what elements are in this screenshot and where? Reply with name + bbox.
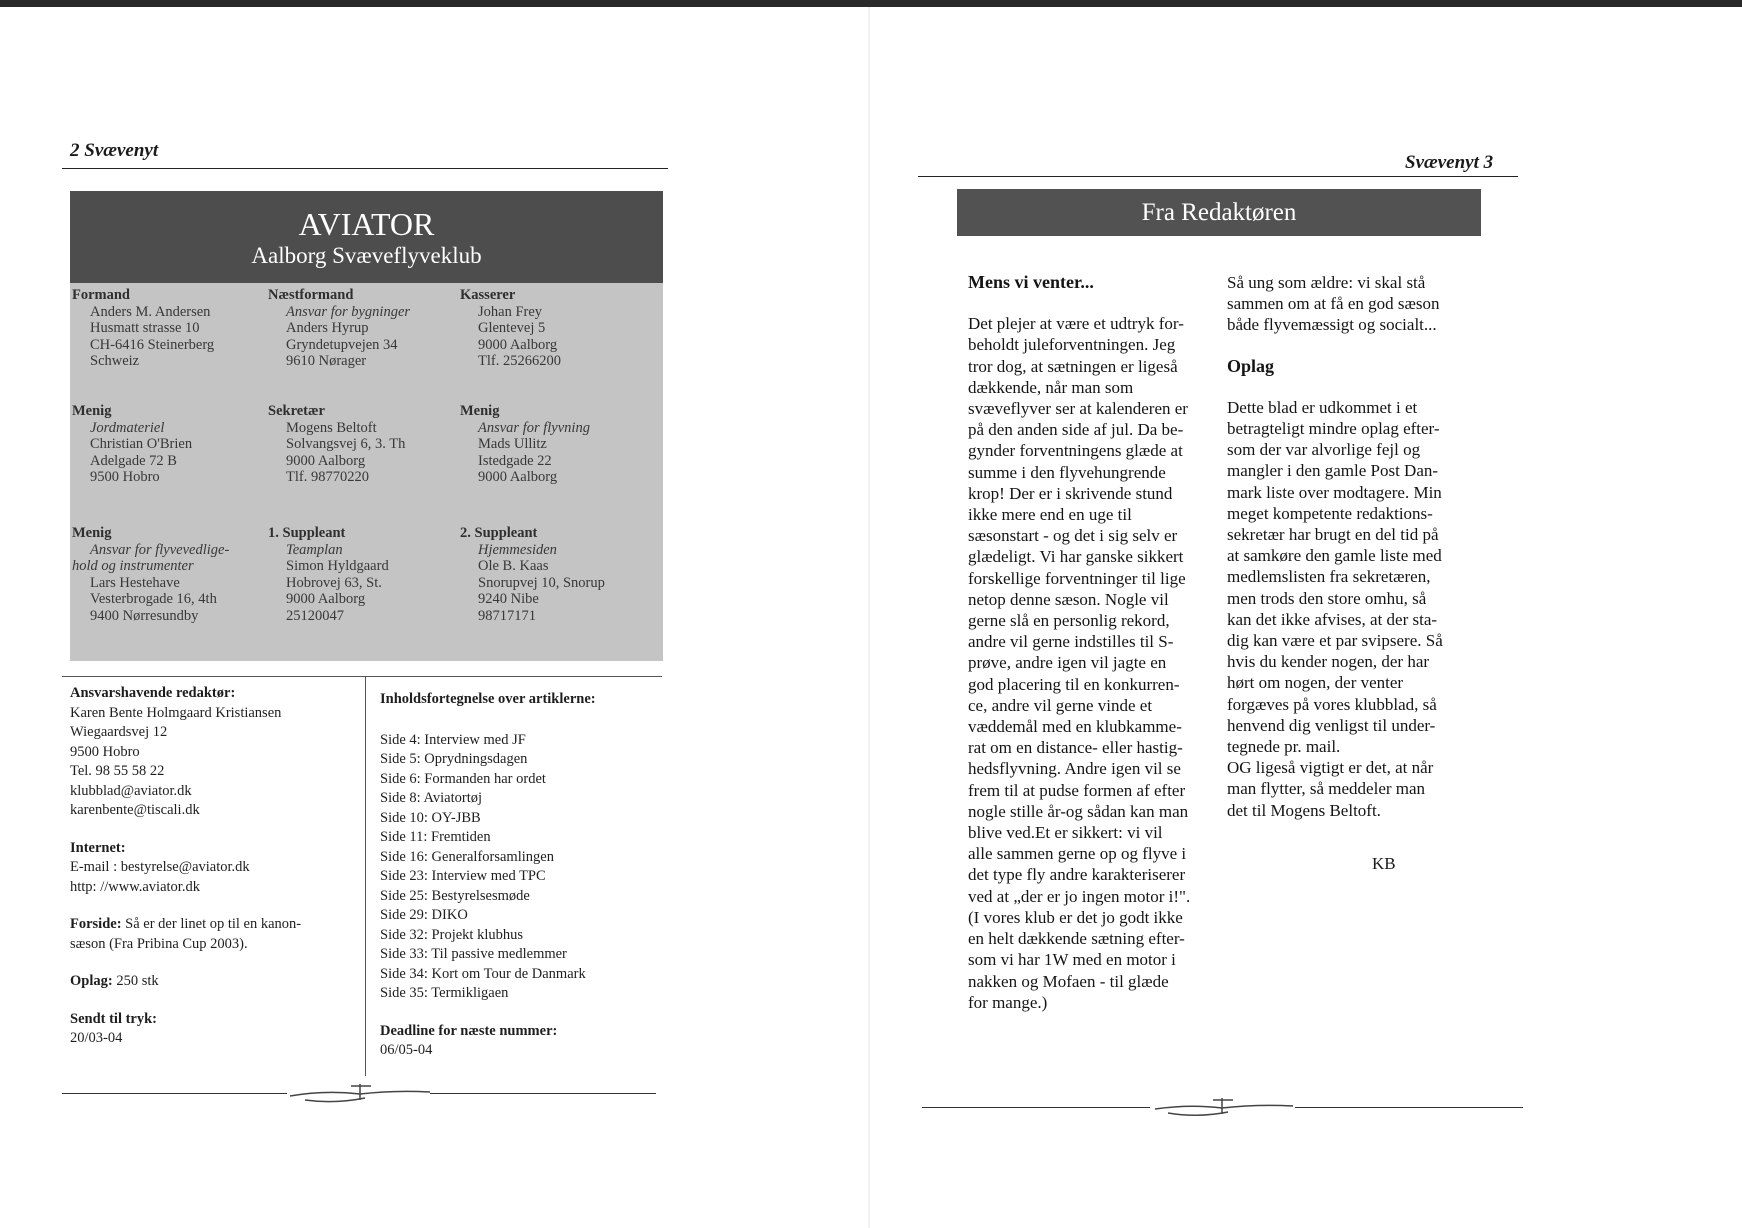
officer-detail: 25120047 (286, 607, 344, 624)
editor-email: klubblad@aviator.dk (70, 782, 192, 799)
officer-detail: Husmatt strasse 10 (90, 320, 200, 336)
article-heading: Mens vi venter... (968, 272, 1094, 292)
toc-item: Side 34: Kort om Tour de Danmark (380, 965, 586, 982)
officer-detail: Christian O'Brien (90, 436, 193, 452)
toc-item: Side 16: Generalforsamlingen (380, 848, 554, 865)
club-title: AVIATOR (298, 206, 435, 242)
article-intro: Så ung som ældre: vi skal stå sammen om at få en god sæson både flyvemæssigt og socialt... (1227, 273, 1440, 335)
left-running-header: 2 Svævenyt (70, 140, 159, 161)
officer-detail: Johan Frey (478, 303, 543, 320)
officer-detail: Lars Hestehave (90, 574, 180, 591)
deadline-label: Deadline for næste nummer: (380, 1022, 558, 1039)
officer-role: 1. Suppleant (268, 525, 346, 541)
footer-rule-right (1295, 1107, 1523, 1108)
section-banner: Fra Redaktøren (957, 189, 1481, 236)
officer-detail: CH-6416 Steinerberg (90, 336, 215, 353)
forside-label: Forside: (70, 916, 122, 932)
officer-detail: Tlf. 98770220 (286, 469, 369, 485)
officer-detail: 9500 Hobro (90, 469, 160, 485)
officer-role: Næstformand (268, 287, 354, 303)
officer-entry (460, 287, 561, 370)
officer-entry (268, 287, 410, 370)
toc-item: Side 6: Formanden har ordet (380, 770, 546, 787)
officer-detail: 9000 Aalborg (478, 336, 558, 353)
officer-detail: Mogens Beltoft (286, 419, 377, 436)
club-subtitle: Aalborg Svæveflyveklub (251, 243, 482, 268)
officer-role: 2. Suppleant (460, 525, 538, 541)
officer-detail: 9240 Nibe (478, 591, 539, 607)
right-header-rule (918, 176, 1518, 177)
officer-grid (70, 283, 663, 661)
oplag-block (70, 972, 360, 992)
toc-item: Side 11: Fremtiden (380, 829, 491, 845)
officer-detail: 98717171 (478, 607, 536, 624)
editor-block (70, 684, 360, 1049)
officer-role: Menig (72, 525, 112, 541)
sendt-label: Sendt til tryk: (70, 1010, 157, 1027)
signature: KB (1372, 854, 1396, 873)
officer-entry (460, 403, 590, 486)
oplag-value: 250 stk (116, 973, 159, 989)
article-column-2 (1227, 272, 1477, 821)
footer-rule-left (922, 1107, 1150, 1108)
officer-detail: 9000 Aalborg (286, 591, 366, 607)
editor-line: Wiegaardsvej 12 (70, 724, 168, 740)
forside-text: Så er der linet op til en kanon- (125, 916, 302, 932)
sendt-value: 20/03-04 (70, 1030, 123, 1046)
officer-role: Formand (72, 287, 130, 303)
officer-role: Kasserer (460, 287, 516, 303)
officer-detail: 9400 Nørresundby (90, 607, 199, 624)
toc-heading: Inholdsfortegnelse over artiklerne: (380, 691, 596, 707)
officer-entry (268, 525, 389, 624)
officer-detail: Ole B. Kaas (478, 558, 549, 574)
officer-detail: Snorupvej 10, Snorup (478, 574, 605, 591)
oplag-label: Oplag: (70, 973, 113, 989)
officer-entry (72, 525, 229, 624)
officer-detail: Vesterbrogade 16, 4th (90, 591, 217, 607)
officer-detail: Simon Hyldgaard (286, 558, 389, 574)
toc-item: Side 33: Til passive medlemmer (380, 946, 567, 962)
officer-detail: Tlf. 25266200 (478, 353, 561, 369)
toc-item: Side 25: Bestyrelsesmøde (380, 887, 530, 904)
officer-duty: Ansvar for flyvevedlige- (90, 541, 230, 558)
officer-detail: Glentevej 5 (478, 320, 546, 336)
internet-line: E-mail : bestyrelse@aviator.dk (70, 859, 250, 875)
internet-heading: Internet: (70, 839, 126, 856)
toc-item: Side 10: OY-JBB (380, 809, 481, 826)
toc-item: Side 32: Projekt klubhus (380, 926, 523, 943)
right-running-header: Svævenyt 3 (1405, 152, 1494, 173)
officer-detail: Solvangsvej 6, 3. Th (286, 436, 406, 452)
editor-email: karenbente@tiscali.dk (70, 802, 200, 818)
info-column-divider (365, 676, 366, 1076)
footer-rule-right (430, 1093, 656, 1094)
left-header-rule (62, 168, 668, 169)
officer-role: Sekretær (268, 403, 325, 419)
oplag-heading: Oplag (1227, 355, 1275, 376)
officer-duty: Hjemmesiden (478, 541, 557, 558)
officer-duty: Ansvar for flyvning (478, 419, 590, 436)
internet-line: http: //www.aviator.dk (70, 878, 200, 895)
page-fold (868, 7, 870, 1228)
toc-item: Side 5: Oprydningsdagen (380, 751, 528, 767)
officer-duty: Ansvar for bygninger (286, 303, 411, 320)
officer-detail: 9000 Aalborg (286, 452, 366, 469)
editor-heading: Ansvarshavende redaktør: (70, 685, 236, 701)
footer-rule-left (62, 1093, 287, 1094)
editor-line: Karen Bente Holmgaard Kristiansen (70, 704, 282, 721)
club-banner (70, 191, 663, 283)
toc-item: Side 8: Aviatortøj (380, 790, 483, 806)
officer-duty: Teamplan (286, 541, 343, 558)
officer-entry (72, 287, 214, 370)
officer-detail: 9610 Nørager (286, 353, 367, 369)
toc-block (380, 690, 665, 1061)
officer-detail: Schweiz (90, 353, 140, 369)
officer-entry (268, 403, 405, 486)
info-top-rule (62, 676, 662, 677)
glider-icon (1150, 1094, 1298, 1124)
officer-duty: hold og instrumenter (72, 558, 194, 574)
officer-detail: Gryndetupvejen 34 (286, 336, 398, 353)
officer-detail: Hobrovej 63, St. (286, 574, 382, 591)
officer-detail: Anders M. Andersen (90, 303, 211, 320)
oplag-body: Dette blad er udkommet i et betragteligt mindre oplag efter- som der var alvorlige fejl og mangler i den gamle Post Dan- mark liste over modtagere. Min meget kompetente redaktions- sekretær har brugt en del tid på at samkøre den gamle liste med medlemslisten fra sekretæren, men trods den store omhu, så kan det ikke afvises, at der sta- dig kan være et par svipsere. Så hvis du kender nogen, der har hørt om nogen, der venter forgæves på vores klubblad, så henvend dig venligst til under- tegnede pr. mail. OG ligeså vigtigt er det, at når man flytter, så meddeler man det til Mogens Beltoft. (1227, 397, 1443, 820)
editor-line: 9500 Hobro (70, 743, 140, 760)
officer-duty: Jordmateriel (90, 419, 165, 436)
officer-entry (460, 525, 605, 624)
toc-item: Side 29: DIKO (380, 907, 468, 923)
officer-detail: Mads Ullitz (478, 436, 547, 452)
glider-icon (285, 1080, 435, 1110)
editor-line: Tel. 98 55 58 22 (70, 763, 165, 779)
officer-role: Menig (72, 403, 112, 419)
club-officers-box (70, 191, 663, 661)
officer-detail: Adelgade 72 B (90, 452, 177, 469)
toc-item: Side 35: Termikligaen (380, 985, 509, 1001)
officer-detail: Anders Hyrup (286, 320, 369, 336)
officer-entry (72, 403, 192, 486)
deadline-value: 06/05-04 (380, 1042, 433, 1058)
article-body: Det plejer at være et udtryk for- beholdt juleforventningen. Jeg tror dog, at sætningen er ligeså dækkende, når man som svæveflyver ser at kalenderen er på den anden side af jul. Da be- gynder forventningens glæde at summe i den flyvehungrende krop! Der er i skrivende stund ikke mere end en uge til sæsonstart - og det i sig selv er glædeligt. Vi har ganske sikkert forskellige forventninger til lige netop denne sæson. Nogle vil gerne slå en personlig rekord, andre vil gerne indstilles til S- prøve, andre igen vil jagte en god placering til en konkurren- ce, andre vil gerne vinde et væddemål med en klubkamme- rat om en distance- eller hastig- hedsflyvning. Andre igen vil se frem til at pudse formen af efter nogle stille år-og sådan kan man blive ved.Et er sikkert: vi vil alle sammen gerne op og flyve i det type fly andre karakteriserer ved at „der er jo ingen motor i!". (I vores klub er det jo godt ikke en helt dækkende sætning efter- som vi har 1W med en motor i nakken og Mofaen - til glæde for mange.) (968, 314, 1191, 1012)
article-column-1 (968, 272, 1218, 1013)
scan-edge-bar (0, 0, 1742, 7)
toc-item: Side 4: Interview med JF (380, 731, 526, 748)
officer-detail: 9000 Aalborg (478, 469, 558, 485)
forside-block (70, 915, 360, 935)
officer-role: Menig (460, 403, 500, 419)
toc-item: Side 23: Interview med TPC (380, 868, 546, 884)
toc-list (380, 731, 665, 1004)
officer-detail: Istedgade 22 (478, 452, 552, 469)
forside-text: sæson (Fra Pribina Cup 2003). (70, 935, 248, 952)
